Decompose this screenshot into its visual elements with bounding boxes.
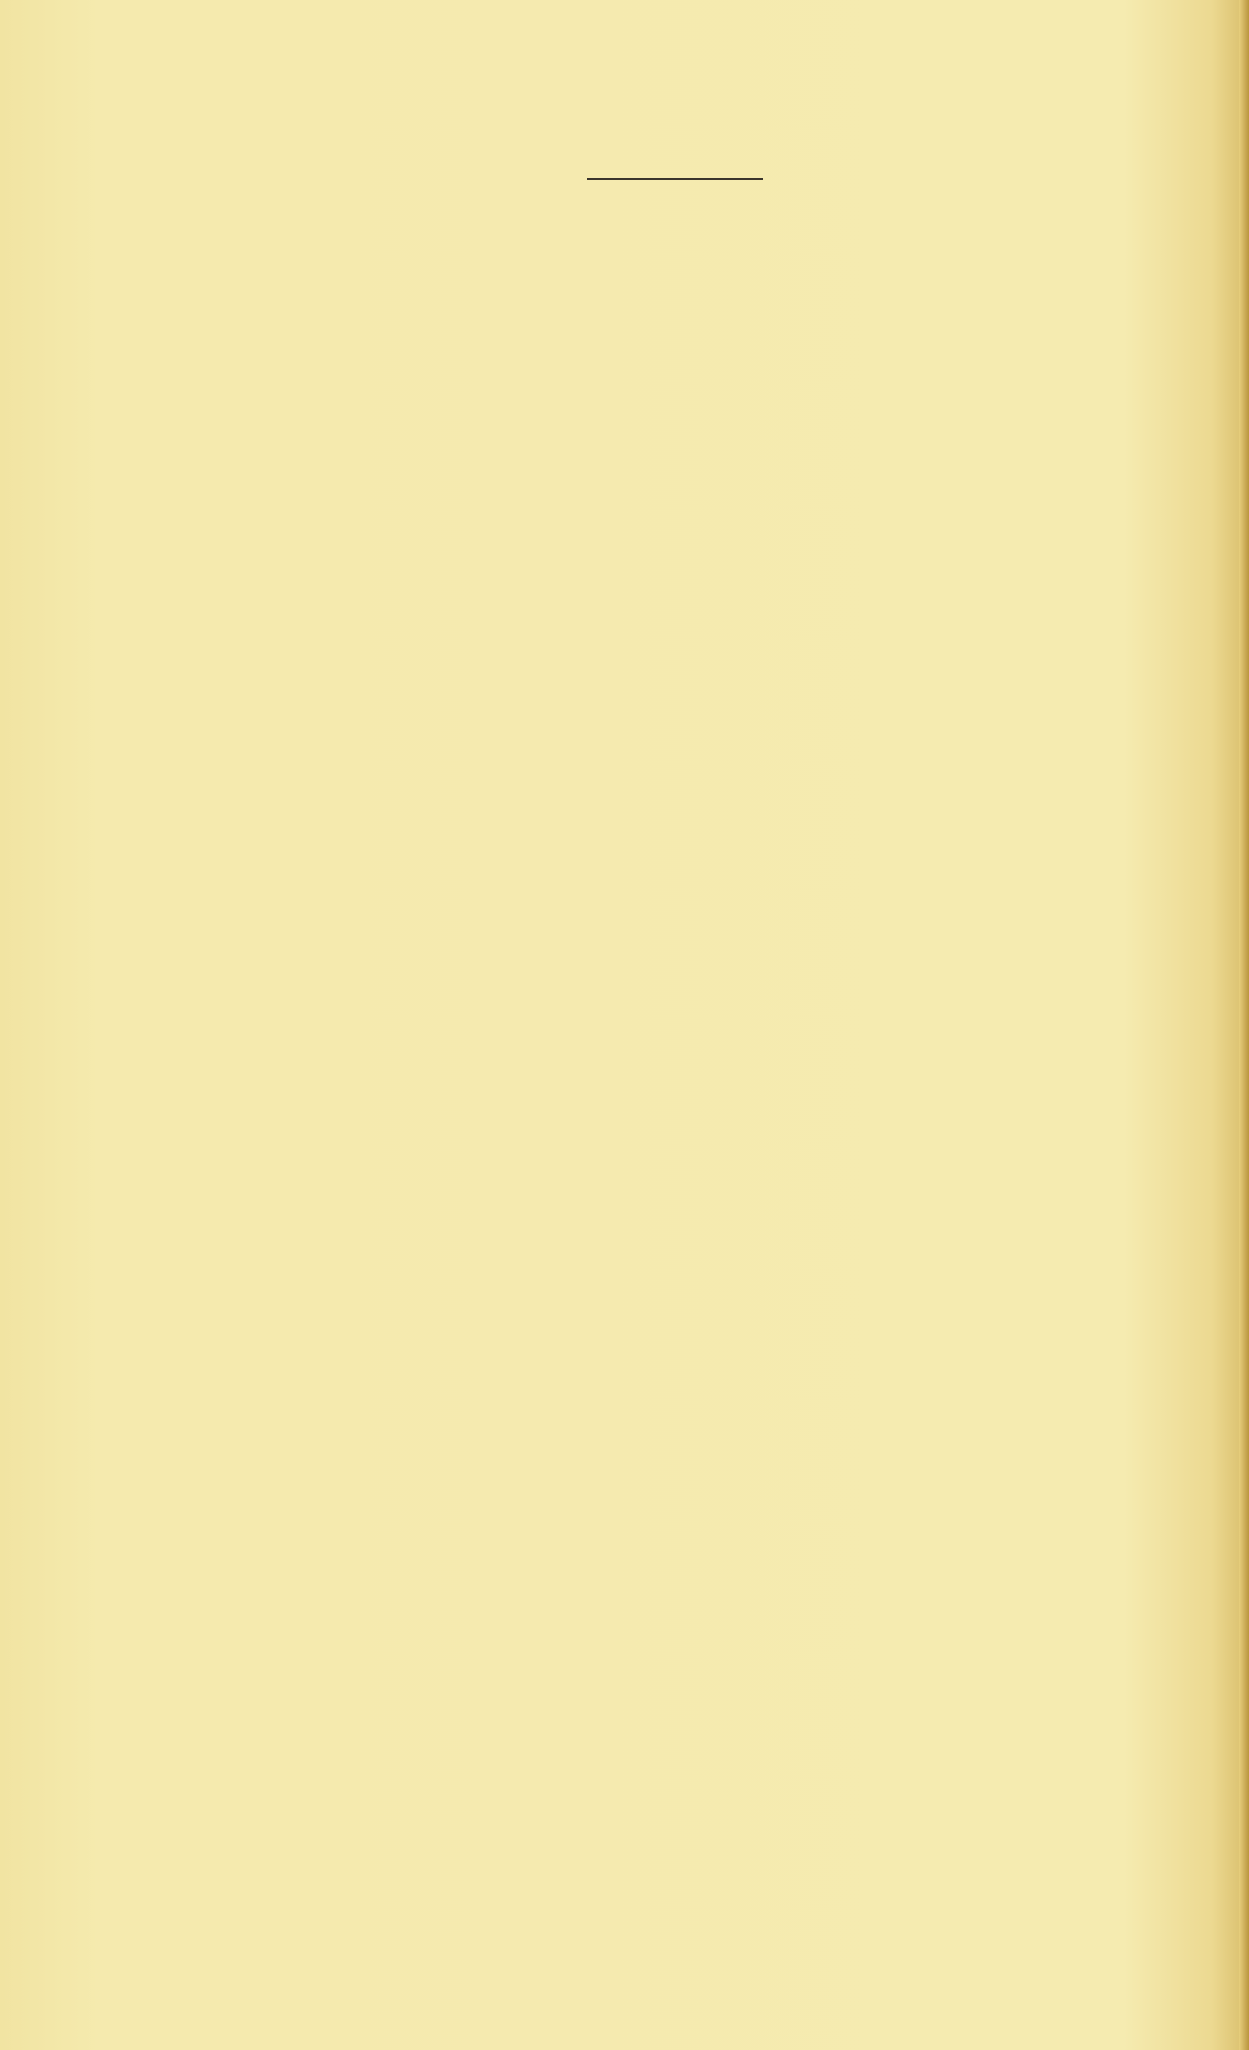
- text-line: [132, 1105, 1218, 1150]
- text-line: [132, 336, 1218, 381]
- text-line: [132, 382, 1218, 427]
- text-line: [132, 1014, 1218, 1059]
- section-divider: [587, 178, 763, 180]
- text-line: [132, 562, 1218, 607]
- text-line: [132, 653, 1218, 698]
- text-line: [132, 969, 1218, 1014]
- text-line: [132, 698, 1218, 743]
- text-line: [132, 1059, 1218, 1104]
- page-edge: [1239, 0, 1249, 2050]
- text-line: [132, 472, 1218, 517]
- text-line: [132, 924, 1218, 969]
- text-line: [132, 788, 1218, 833]
- body-paragraph: [132, 246, 1218, 1150]
- text-line: [132, 743, 1218, 788]
- text-line: [132, 427, 1218, 472]
- text-line: [132, 291, 1218, 336]
- text-line: [132, 608, 1218, 653]
- text-line: [132, 833, 1218, 878]
- section-heading: [132, 194, 1218, 244]
- text-line: [132, 246, 1218, 291]
- text-line: [132, 879, 1218, 924]
- page-content: [132, 154, 1218, 2034]
- text-line: [132, 517, 1218, 562]
